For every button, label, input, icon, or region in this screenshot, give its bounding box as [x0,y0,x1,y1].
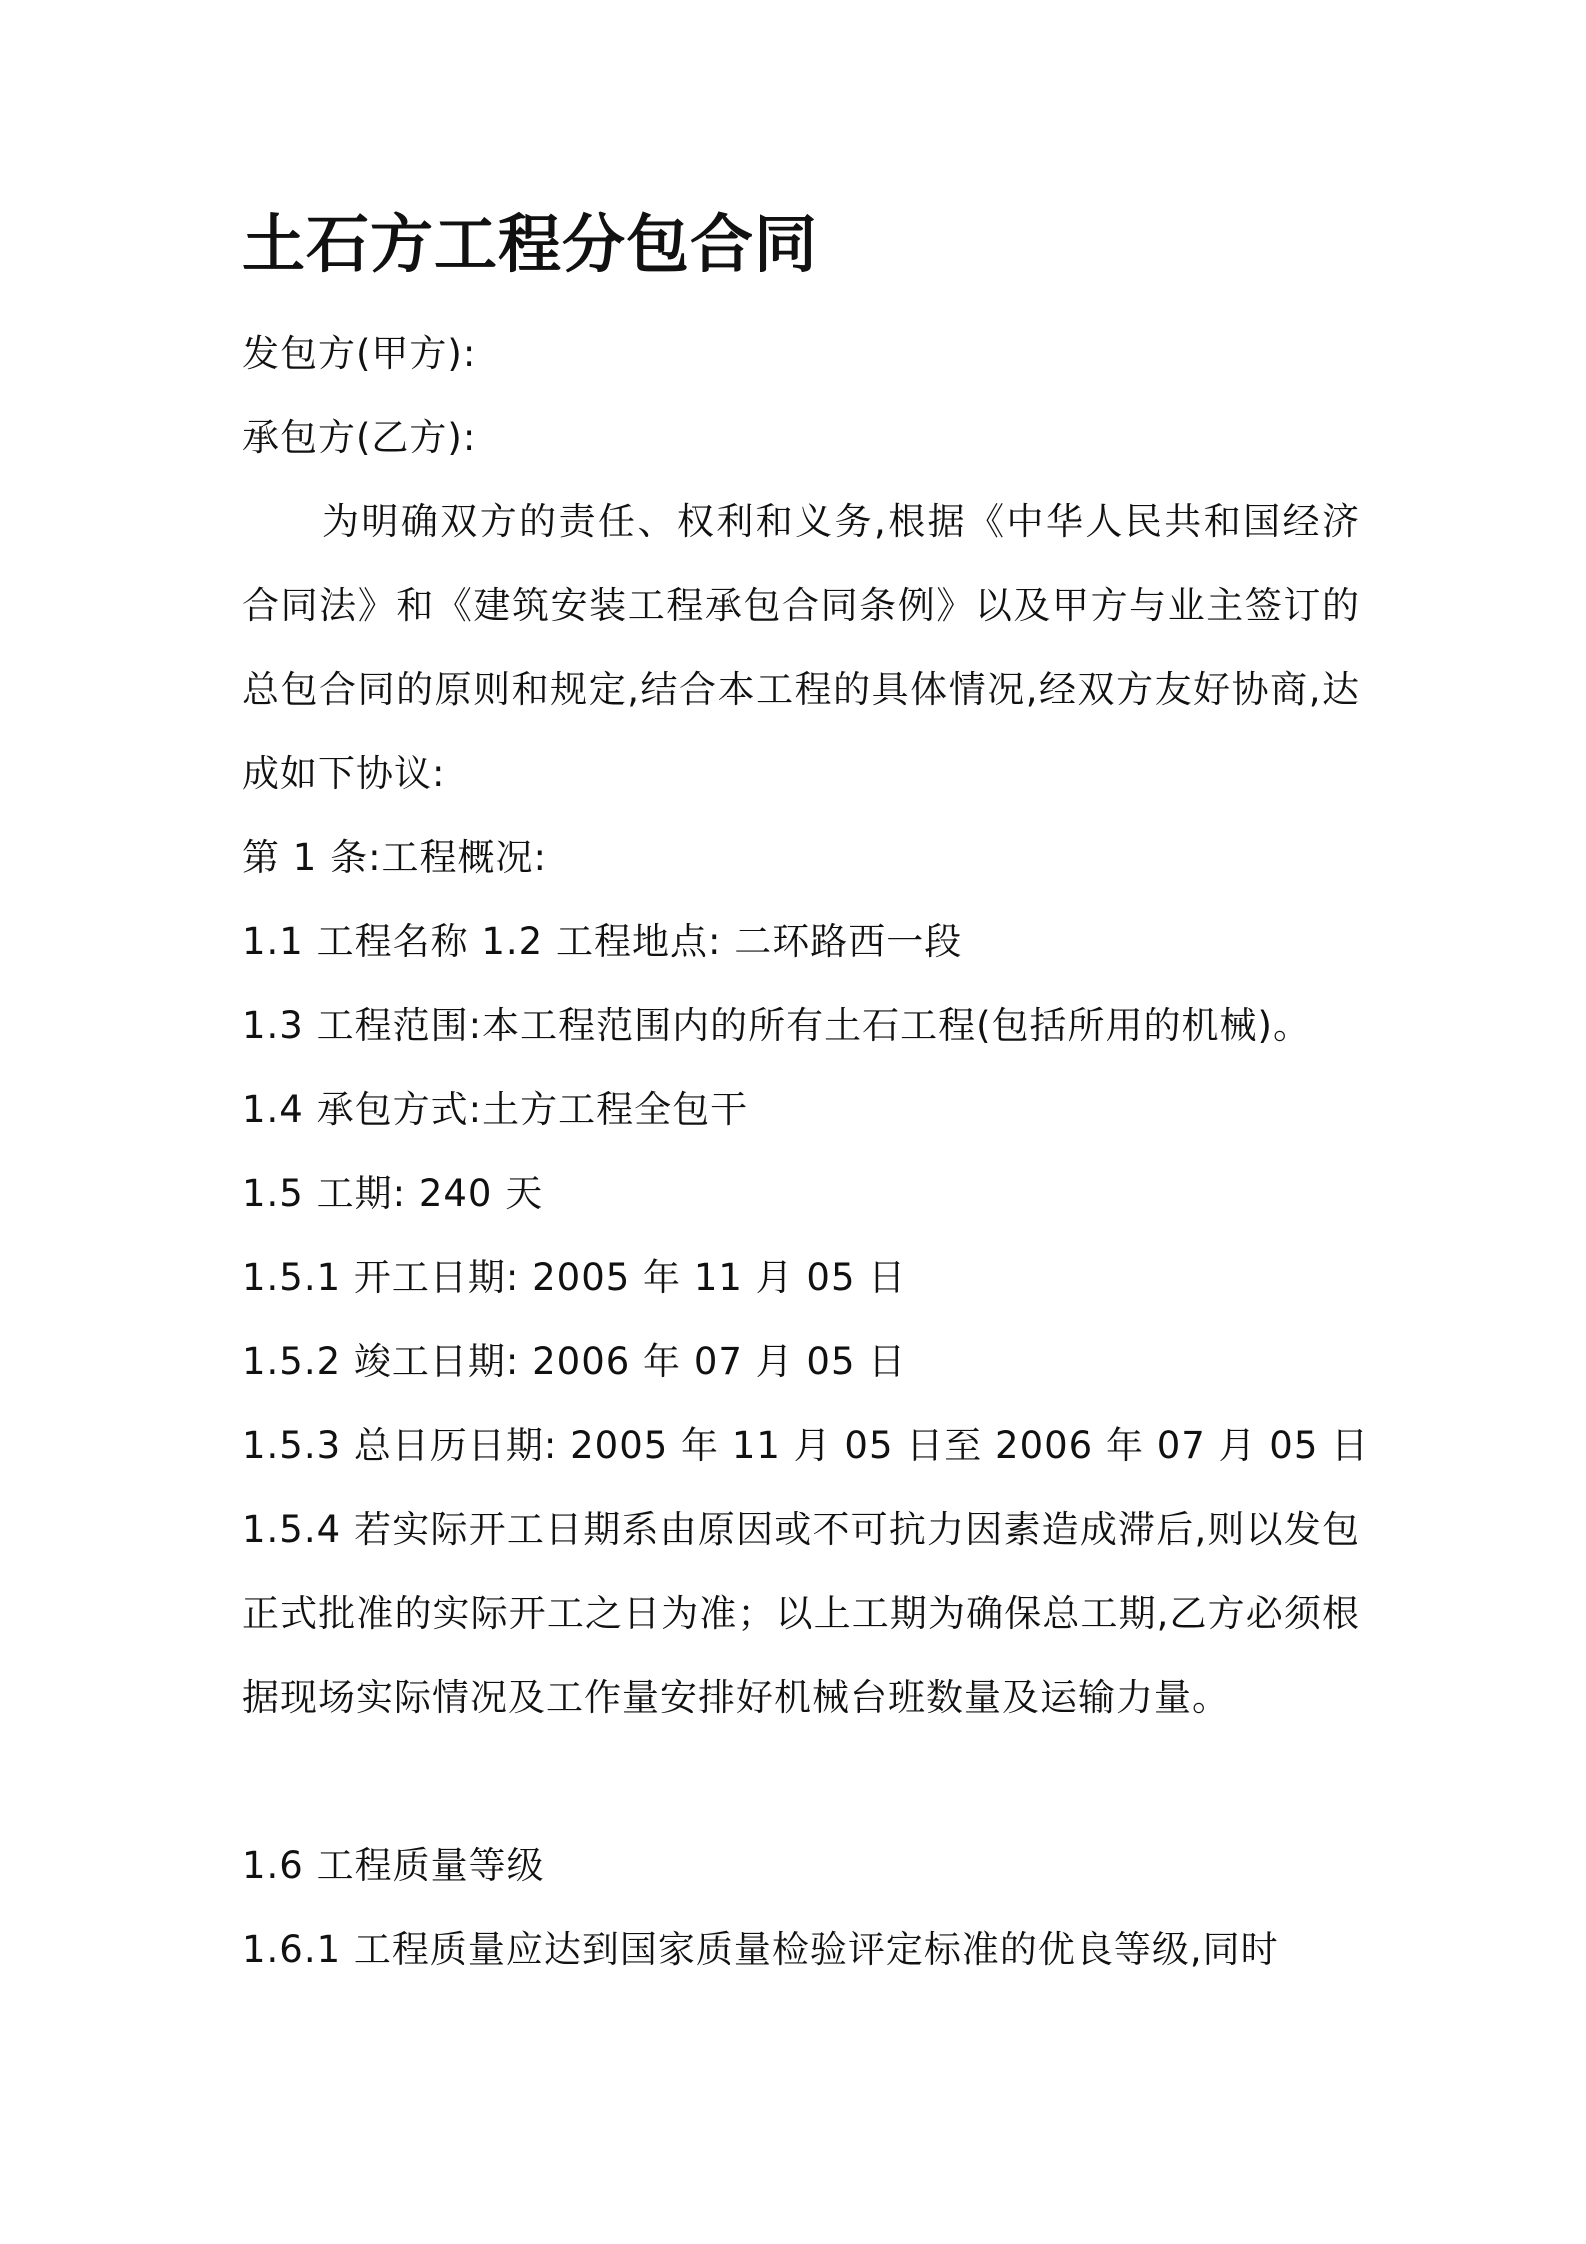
item-1-6-1: 1.6.1 工程质量应达到国家质量检验评定标准的优良等级,同时 [242,1928,1279,1971]
item-1-5-1: 1.5.1 开工日期: 2005 年 11 月 05 日 [242,1256,907,1299]
preamble-paragraph: 为明确双方的责任、权利和义务,根据《中华人民共和国经济合同法》和《建筑安装工程承包合同条例》以及甲方与业主签订的总包合同的原则和规定,结合本工程的具体情况,经双方友好协商,达成如下协议: [242,500,1360,795]
item-1-5: 1.5 工期: 240 天 [242,1172,544,1215]
document-title: 土石方工程分包合同 [242,208,818,281]
item-1-5-4-paragraph: 1.5.4 若实际开工日期系由原因或不可抗力因素造成滞后,则以发包正式批准的实际开工之日为准；以上工期为确保总工期,乙方必须根据现场实际情况及工作量安排好机械台班数量及运输力量。 [242,1508,1360,1719]
item-1-1-1-2: 1.1 工程名称 1.2 工程地点: 二环路西一段 [242,920,963,963]
item-1-4: 1.4 承包方式:土方工程全包干 [242,1088,749,1131]
item-1-3: 1.3 工程范围:本工程范围内的所有土石工程(包括所用的机械)。 [242,1004,1311,1047]
party-b-label: 承包方(乙方): [242,416,477,459]
party-a-label: 发包方(甲方): [242,332,477,375]
item-1-5-3: 1.5.3 总日历日期: 2005 年 11 月 05 日至 2006 年 07 月 05 日 [242,1424,1370,1467]
item-1-5-2: 1.5.2 竣工日期: 2006 年 07 月 05 日 [242,1340,907,1383]
article-1-heading: 第 1 条:工程概况: [242,836,547,879]
item-1-6: 1.6 工程质量等级 [242,1844,545,1887]
